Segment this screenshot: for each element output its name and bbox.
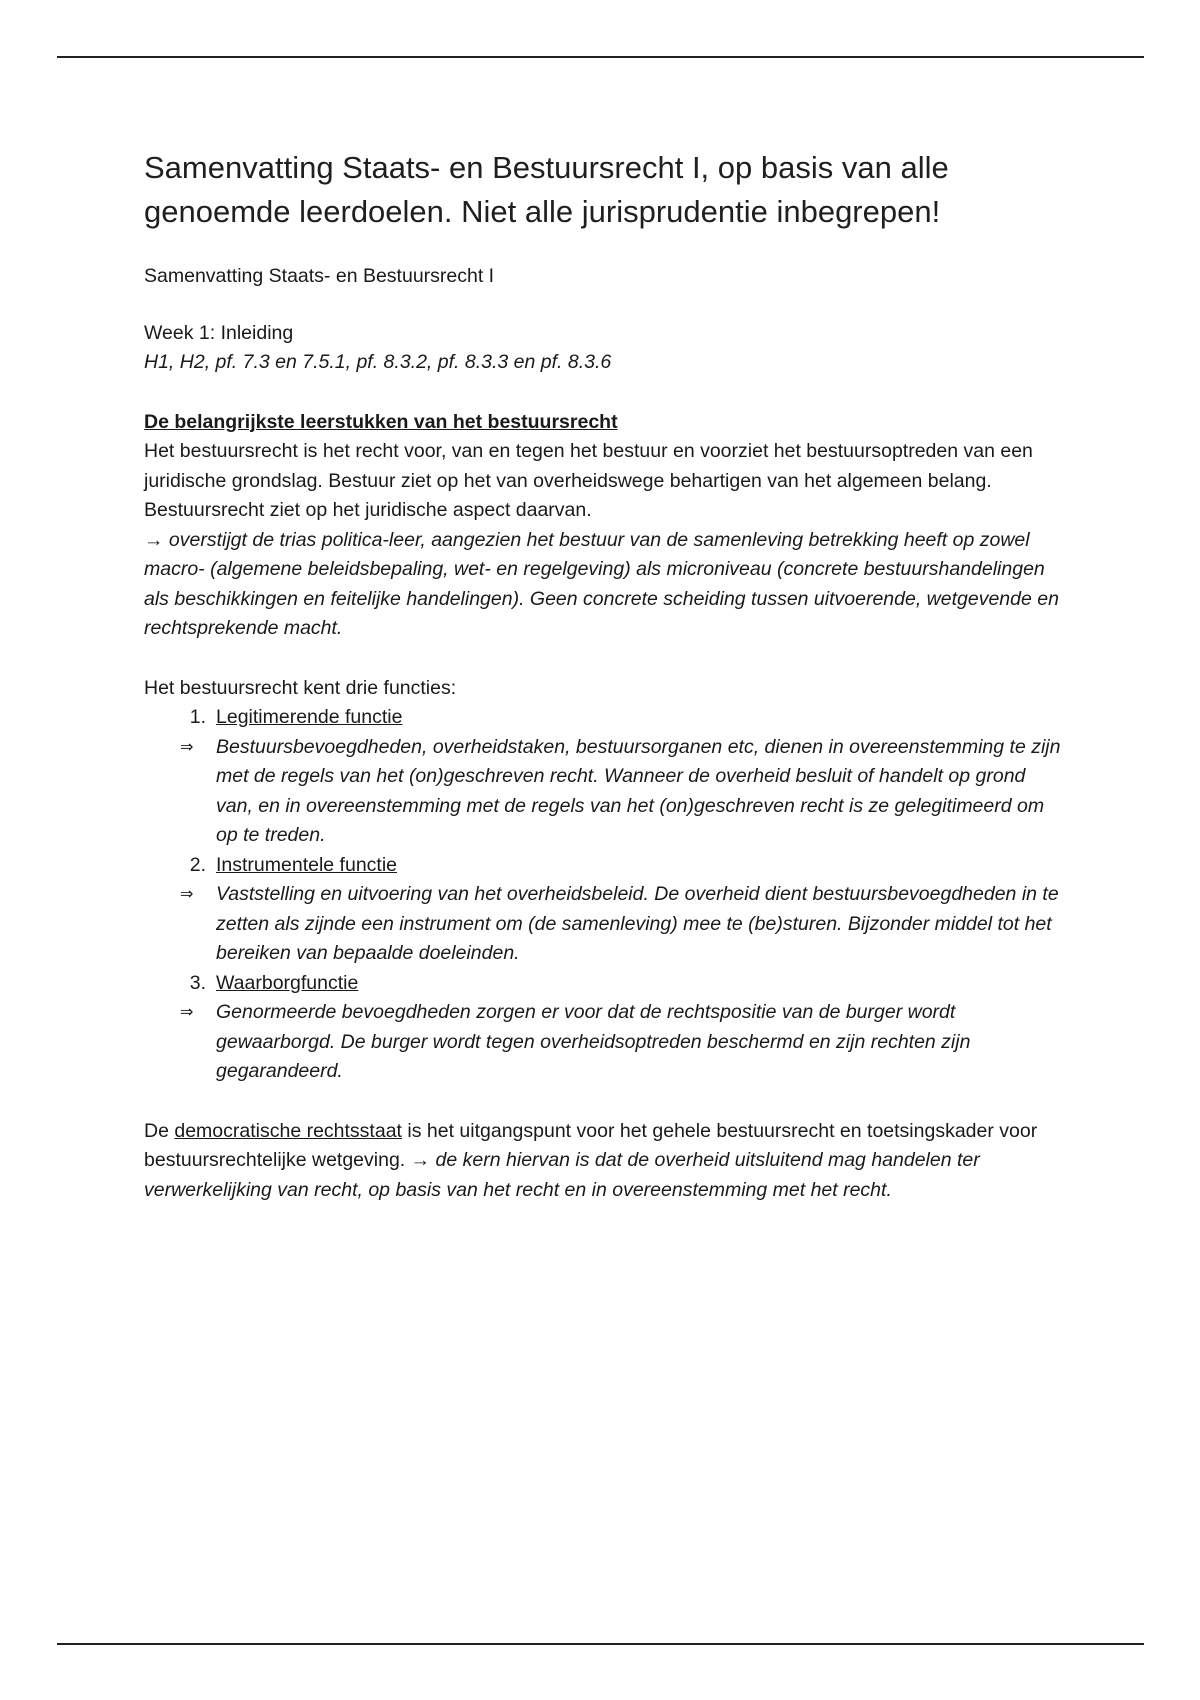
top-rule: [57, 56, 1144, 58]
trias-note: [144, 526, 1064, 644]
functions-intro: Het bestuursrecht kent drie functies:: [144, 676, 457, 699]
closing-paragraph: [144, 1117, 1064, 1206]
bottom-rule: [57, 1643, 1144, 1645]
function-description: Bestuursbevoegdheden, overheidstaken, bestuursorganen etc, dienen in overeenstemming te zijn met de regels van het (on)geschreven recht. Wanneer de overheid besluit of handelt op grond van, en in overeenstemming met de regels van het (on)geschreven recht is ze gelegitimeerd om op te treden.: [216, 735, 1061, 846]
function-label: Waarborgfunctie: [216, 971, 359, 994]
double-arrow-icon: ⇒: [180, 1004, 194, 1021]
function-description: Vaststelling en uitvoering van het overheidsbeleid. De overheid dient bestuursbevoegdheden in te zetten als zijnde een instrument om (de samenleving) mee te (be)sturen. Bijzonder middel tot het bereiken van bepaalde doeleinden.: [216, 883, 1059, 964]
intro-paragraph: Het bestuursrecht is het recht voor, van en tegen het bestuur en voorziet het bestuursoptreden van een juridische grondslag. Bestuur ziet op het van overheidswege behartigen van het algemeen belang. Bestuursrecht ziet op het juridische aspect daarvan.: [144, 440, 1033, 521]
arrow-right-icon: →: [144, 528, 164, 551]
week-heading: Week 1: Inleiding: [144, 321, 294, 344]
function-label: Legitimerende functie: [216, 706, 403, 728]
function-item: [144, 851, 1064, 969]
function-item: [144, 703, 1064, 851]
function-number: 3.: [189, 971, 206, 994]
chapter-references: H1, H2, pf. 7.3 en 7.5.1, pf. 8.3.2, pf. 8.3.3 en pf. 8.3.6: [144, 351, 612, 373]
document-title: Samenvatting Staats- en Bestuursrecht I, op basis van alle genoemde leerdoelen. Niet alle jurisprudentie inbegrepen!: [144, 150, 949, 229]
functions-list: [144, 703, 1064, 1087]
trias-note-text: overstijgt de trias politica-leer, aangezien het bestuur van de samenleving betrekking heeft op zowel macro- (algemene beleidsbepaling, wet- en regelgeving) als microniveau (concrete bestuurshandelingen als beschikkingen en feitelijke handelingen). Geen concrete scheiding tussen uitvoerende, wetgevende en rechtsprekende macht.: [144, 528, 1059, 639]
document-subtitle: Samenvatting Staats- en Bestuursrecht I: [144, 265, 495, 287]
closing-text: is het uitgangspunt voor het gehele bestuursrecht en toetsingskader voor bestuursrechtelijke wetgeving.: [144, 1119, 1038, 1171]
function-number: 1.: [189, 706, 206, 728]
closing-note: de kern hiervan is dat de overheid uitsluitend mag handelen ter verwerkelijking van recht, op basis van het recht en in overeenstemming met het recht.: [144, 1149, 980, 1201]
closing-term: democratische rechtsstaat: [174, 1119, 402, 1142]
double-arrow-icon: ⇒: [180, 886, 194, 903]
double-arrow-icon: ⇒: [180, 738, 194, 756]
arrow-right-icon: →: [410, 1149, 431, 1171]
function-number: 2.: [189, 853, 206, 876]
function-description: Genormeerde bevoegdheden zorgen er voor dat de rechtspositie van de burger wordt gewaarborgd. De burger wordt tegen overheidsoptreden beschermd en zijn rechten zijn gegarandeerd.: [216, 1001, 971, 1082]
section-heading: De belangrijkste leerstukken van het bestuursrecht: [144, 410, 618, 433]
function-item: [144, 969, 1064, 1087]
document-page: [144, 146, 1064, 1205]
closing-pre: De: [144, 1119, 175, 1142]
function-label: Instrumentele functie: [216, 853, 398, 876]
